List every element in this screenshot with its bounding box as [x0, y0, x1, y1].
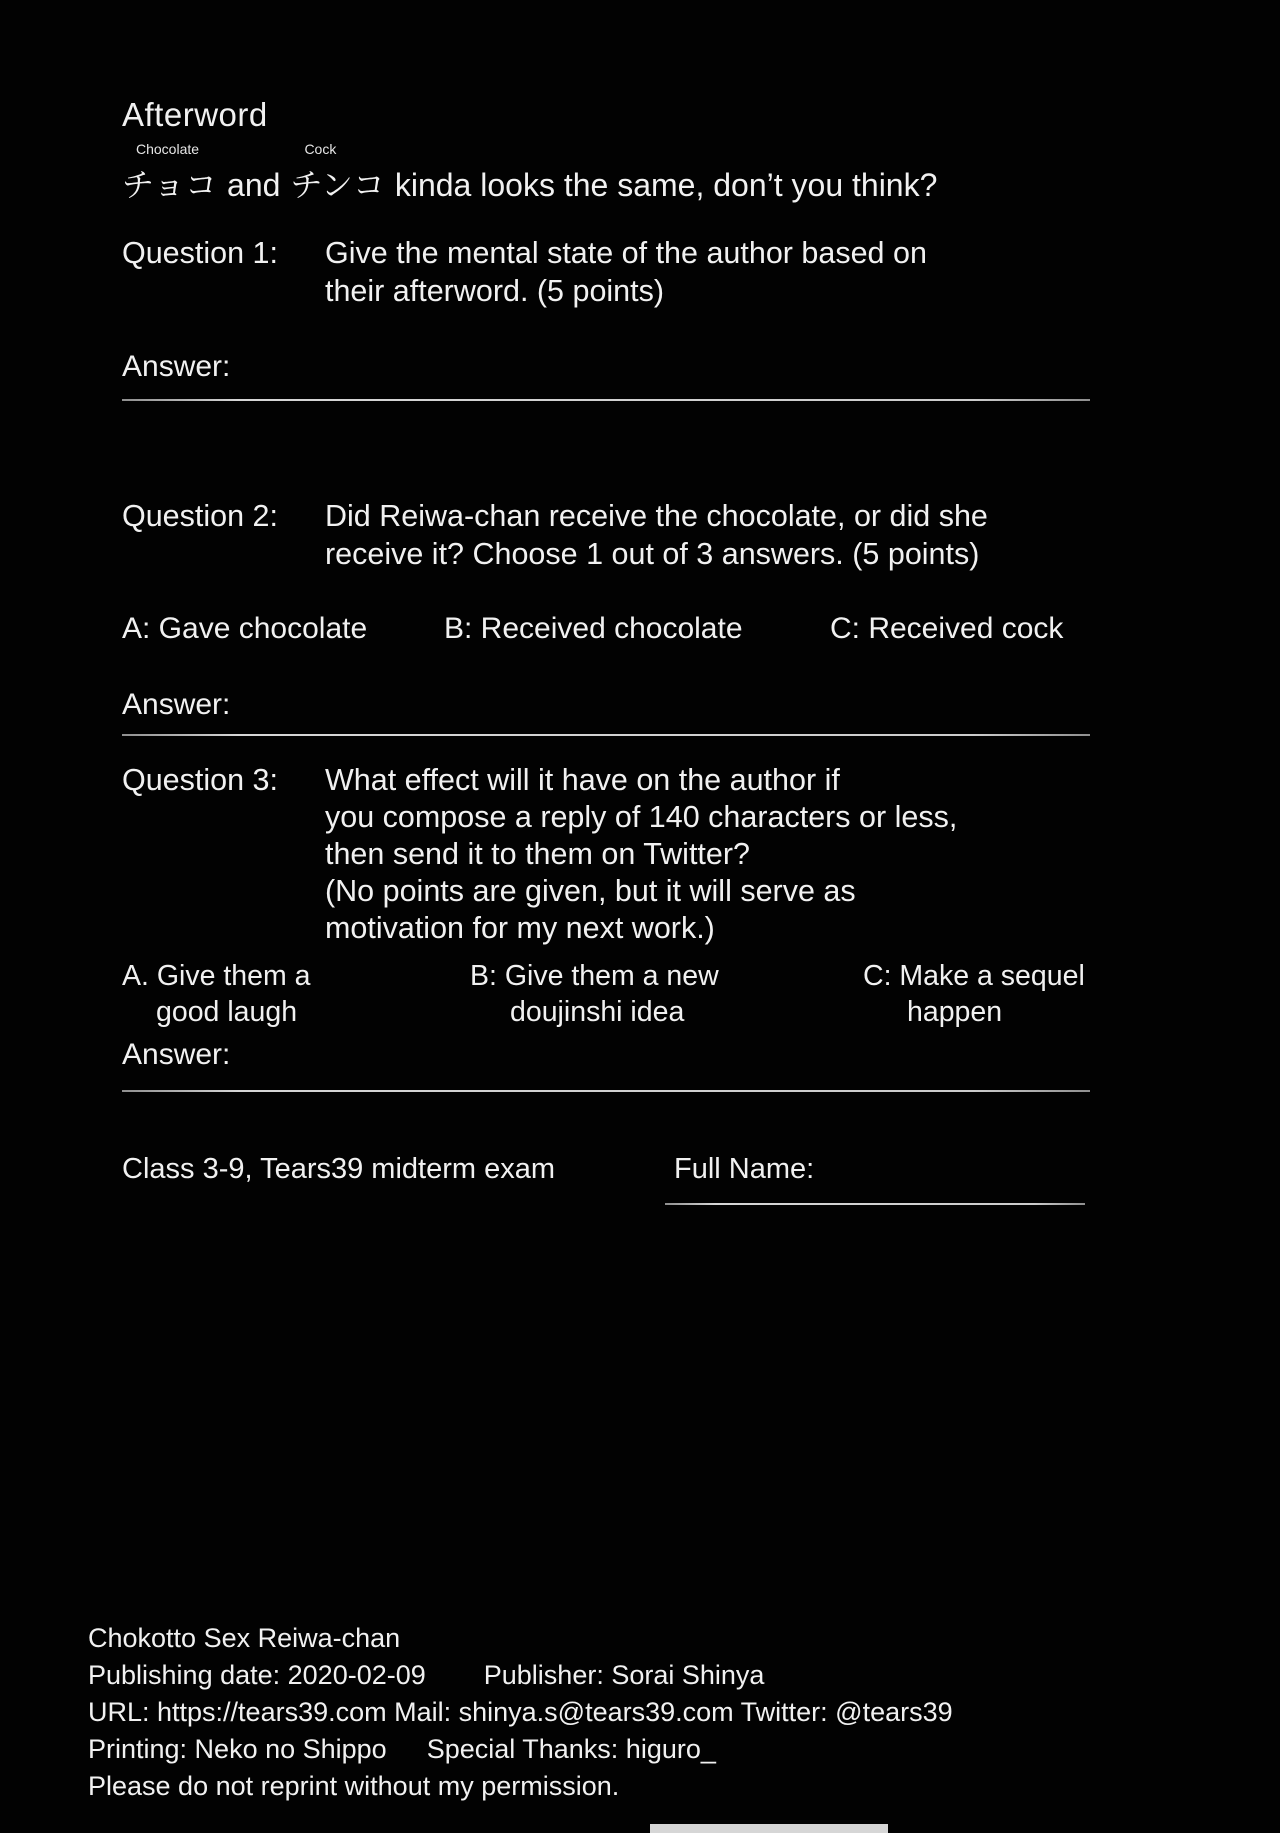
- question-1-label: Question 1:: [122, 236, 278, 270]
- q3-option-c: [863, 958, 1085, 1030]
- question-2-line-1: Did Reiwa-chan receive the chocolate, or did she: [325, 499, 988, 533]
- q3-option-b: [470, 958, 719, 1030]
- q3-option-a: [122, 958, 311, 1030]
- question-2: [122, 497, 988, 573]
- colophon-title: Chokotto Sex Reiwa-chan: [88, 1623, 401, 1653]
- question-2-options: [122, 612, 1063, 646]
- q3-option-c-line-1: C: Make a sequel: [863, 960, 1085, 992]
- question-3-line-3: then send it to them on Twitter?: [325, 837, 750, 871]
- jp-word-cock: [290, 141, 385, 206]
- q3-option-c-line-2: happen: [907, 996, 1003, 1028]
- publisher: Publisher: Sorai Shinya: [483, 1660, 765, 1690]
- question-3-text: [325, 762, 957, 947]
- scan-edge-artifact: [650, 1824, 888, 1833]
- answer-3-label: Answer:: [122, 1038, 231, 1071]
- question-3-line-5: motivation for my next work.): [325, 911, 715, 945]
- question-3-line-4: (No points are given, but it will serve as: [325, 874, 856, 908]
- question-1: [122, 234, 927, 310]
- colophon-contact-line: URL: https://tears39.com Mail: shinya.s@tears39.com Twitter: @tears39: [88, 1697, 953, 1727]
- question-3: [122, 762, 957, 947]
- question-3-line-2: you compose a reply of 140 characters or less,: [325, 800, 958, 834]
- question-1-line-1: Give the mental state of the author based on: [325, 236, 927, 270]
- q2-option-a: A: Gave chocolate: [122, 612, 368, 645]
- question-2-label: Question 2:: [122, 499, 278, 533]
- q3-option-a-line-1: A. Give them a: [122, 960, 311, 992]
- intro-tail-text: kinda looks the same, don’t you think?: [394, 167, 938, 203]
- question-2-line-2: receive it? Choose 1 out of 3 answers. (5 points): [325, 537, 980, 571]
- publishing-date: Publishing date: 2020-02-09: [88, 1660, 426, 1690]
- printing: Printing: Neko no Shippo: [88, 1734, 387, 1764]
- intro-line: [122, 141, 938, 206]
- answer-2-label: Answer:: [122, 688, 231, 721]
- question-3-label: Question 3:: [122, 763, 278, 797]
- q3-option-b-line-2: doujinshi idea: [510, 996, 685, 1028]
- jp-cock-text: チンコ: [290, 167, 385, 203]
- colophon-publishing-row: [88, 1657, 953, 1694]
- answer-2-blank-line: [122, 734, 1090, 736]
- jp-chocolate-text: チョコ: [122, 167, 218, 203]
- q3-option-a-line-2: good laugh: [156, 996, 298, 1028]
- question-2-text: [325, 497, 988, 573]
- q2-option-c: C: Received cock: [830, 612, 1064, 645]
- page-title: Afterword: [122, 96, 268, 133]
- full-name-blank-line: [665, 1203, 1085, 1205]
- q2-option-b: B: Received chocolate: [444, 612, 743, 645]
- full-name-label: Full Name:: [674, 1153, 815, 1185]
- intro-conjunction: and: [227, 167, 281, 203]
- q3-option-b-line-1: B: Give them a new: [470, 960, 719, 992]
- furigana-cock-label: Cock: [304, 141, 337, 157]
- jp-word-chocolate: [122, 141, 218, 206]
- colophon: [88, 1620, 953, 1805]
- answer-1-label: Answer:: [122, 350, 231, 383]
- furigana-chocolate-label: Chocolate: [136, 141, 200, 157]
- answer-1-blank-line: [122, 399, 1090, 401]
- question-1-text: [325, 234, 927, 310]
- answer-3-blank-line: [122, 1090, 1090, 1092]
- reprint-notice: Please do not reprint without my permission.: [88, 1771, 620, 1801]
- colophon-printing-row: [88, 1731, 953, 1768]
- class-exam-label: Class 3-9, Tears39 midterm exam: [122, 1153, 556, 1185]
- special-thanks: Special Thanks: higuro_: [426, 1734, 716, 1764]
- question-3-line-1: What effect will it have on the author if: [325, 763, 840, 797]
- question-1-line-2: their afterword. (5 points): [325, 274, 665, 308]
